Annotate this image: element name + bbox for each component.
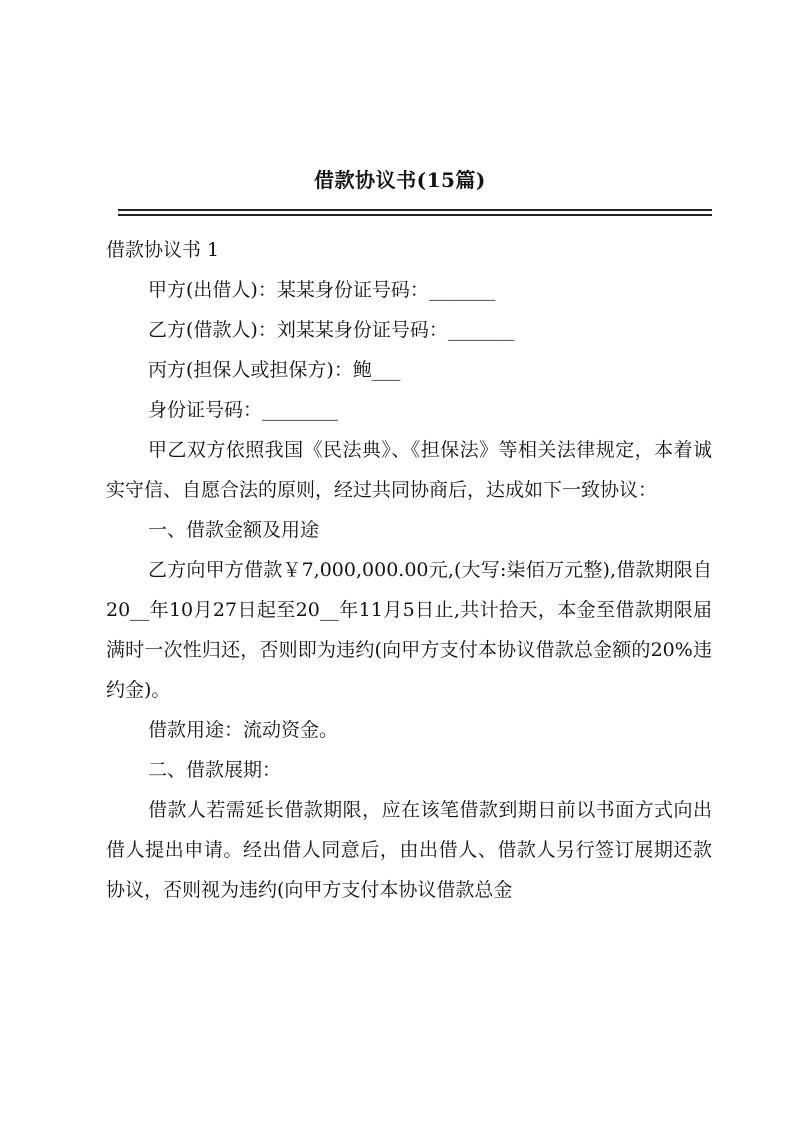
loan-amount-paragraph: 乙方向甲方借款￥7,000,000.00元,(大写:柒佰万元整),借款期限自20__年10月27日起至20__年11月5日止,共计拾天，本金至借款期限届满时一次性归还，否则即为违约(向甲方支付本协议借款总金额的20%违约金)。 <box>106 559 712 701</box>
title-divider-bottom <box>118 214 712 216</box>
party-c-line: 丙方(担保人或担保方)：鲍___ <box>148 359 401 381</box>
party-b-line: 乙方(借款人)：刘某某身份证号码：_______ <box>148 319 515 341</box>
loan-purpose-line: 借款用途：流动资金。 <box>148 719 339 741</box>
document-body <box>106 230 712 910</box>
title-divider-top <box>118 209 712 211</box>
document-title: 借款协议书(15篇) <box>314 168 486 192</box>
preamble-paragraph: 甲乙双方依照我国《民法典》、《担保法》等相关法律规定，本着诚实守信、自愿合法的原则，经过共同协商后，达成如下一致协议： <box>106 439 712 501</box>
clause-heading-amount: 一、借款金额及用途 <box>148 519 320 541</box>
id-number-line: 身份证号码：________ <box>148 399 339 421</box>
section-heading: 借款协议书 1 <box>106 239 220 261</box>
clause-heading-extension: 二、借款展期： <box>148 759 282 781</box>
extension-paragraph: 借款人若需延长借款期限，应在该笔借款到期日前以书面方式向出借人提出申请。经出借人同意后，由出借人、借款人另行签订展期还款协议，否则视为违约(向甲方支付本协议借款总金 <box>106 799 712 901</box>
party-a-line: 甲方(出借人)：某某身份证号码：_______ <box>148 279 496 301</box>
